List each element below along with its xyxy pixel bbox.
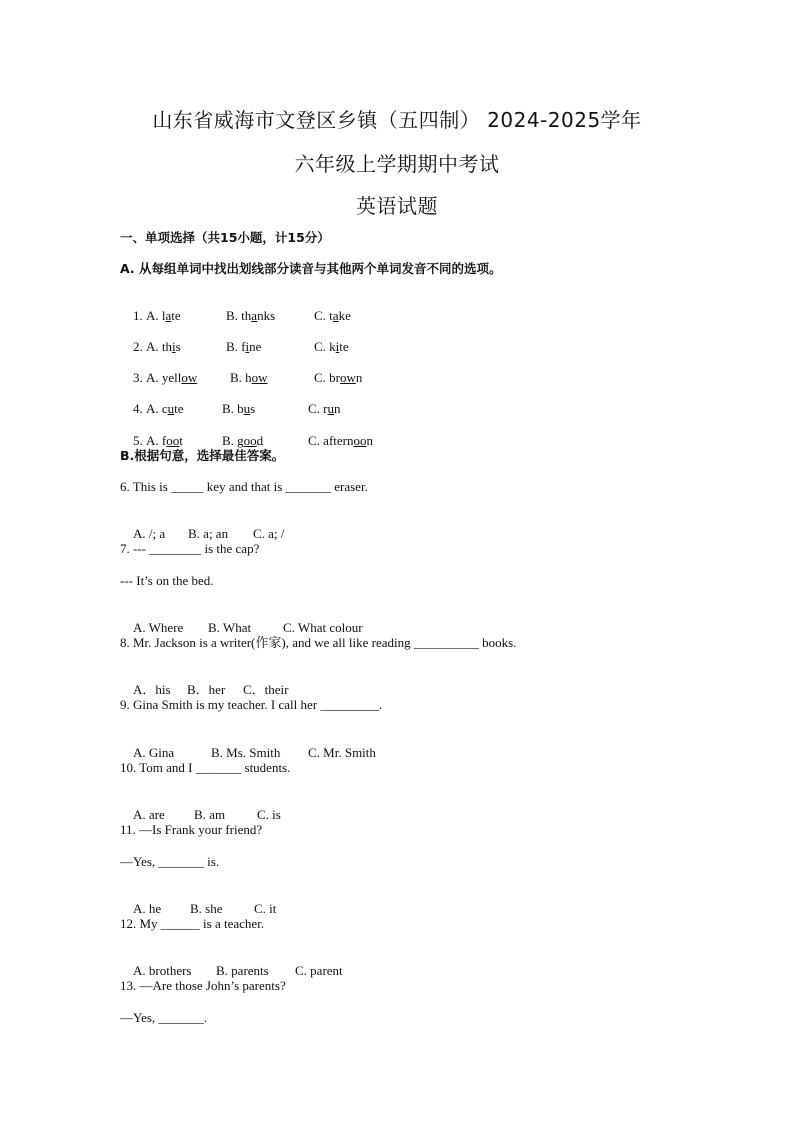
exam-title-line1: 山东省威海市文登区乡镇（五四制） 2024-2025学年 [152, 108, 642, 132]
question-3: 3. A. yellow B. how C. brown [133, 370, 363, 385]
question-11-answer: —Yes, _______ is. [120, 854, 220, 869]
question-5: 5. A. foot B. good C. afternoon [133, 433, 373, 448]
question-10-options: A. are B. am C. is [133, 807, 281, 822]
section-heading: 一、单项选择（共15小题，计15分） [120, 230, 330, 245]
question-7-answer: --- It’s on the bed. [120, 573, 214, 588]
question-6-options: A. /; a B. a; an C. a; / [133, 526, 285, 541]
question-12-options: A. brothers B. parents C. parent [133, 963, 343, 978]
question-13-answer: —Yes, _______. [120, 1010, 208, 1025]
exam-title-line3: 英语试题 [356, 194, 438, 218]
question-6: 6. This is _____ key and that is _______ eraser. [120, 479, 368, 494]
question-12: 12. My ______ is a teacher. [120, 916, 265, 931]
question-13: 13. —Are those John’s parents? [120, 978, 286, 993]
part-a-instructions: A. 从每组单词中找出划线部分读音与其他两个单词发音不同的选项。 [120, 261, 502, 276]
question-7: 7. --- ________ is the cap? [120, 541, 260, 556]
question-9: 9. Gina Smith is my teacher. I call her _________. [120, 697, 383, 712]
question-8: 8. Mr. Jackson is a writer(作家), and we all like reading __________ books. [120, 635, 517, 650]
question-11-options: A. he B. she C. it [133, 901, 277, 916]
part-b-instructions: B.根据句意，选择最佳答案。 [120, 448, 285, 463]
question-10: 10. Tom and I _______ students. [120, 760, 291, 775]
question-1: 1. A. late B. thanks C. take [133, 308, 351, 323]
question-2: 2. A. this B. fine C. kite [133, 339, 349, 354]
question-8-options: A．his B．her C．their [133, 682, 289, 697]
question-4: 4. A. cute B. bus C. run [133, 401, 341, 416]
question-7-options: A. Where B. What C. What colour [133, 620, 363, 635]
exam-title-line2: 六年级上学期期中考试 [294, 152, 500, 176]
question-11: 11. —Is Frank your friend? [120, 822, 263, 837]
question-9-options: A. Gina B. Ms. Smith C. Mr. Smith [133, 745, 376, 760]
